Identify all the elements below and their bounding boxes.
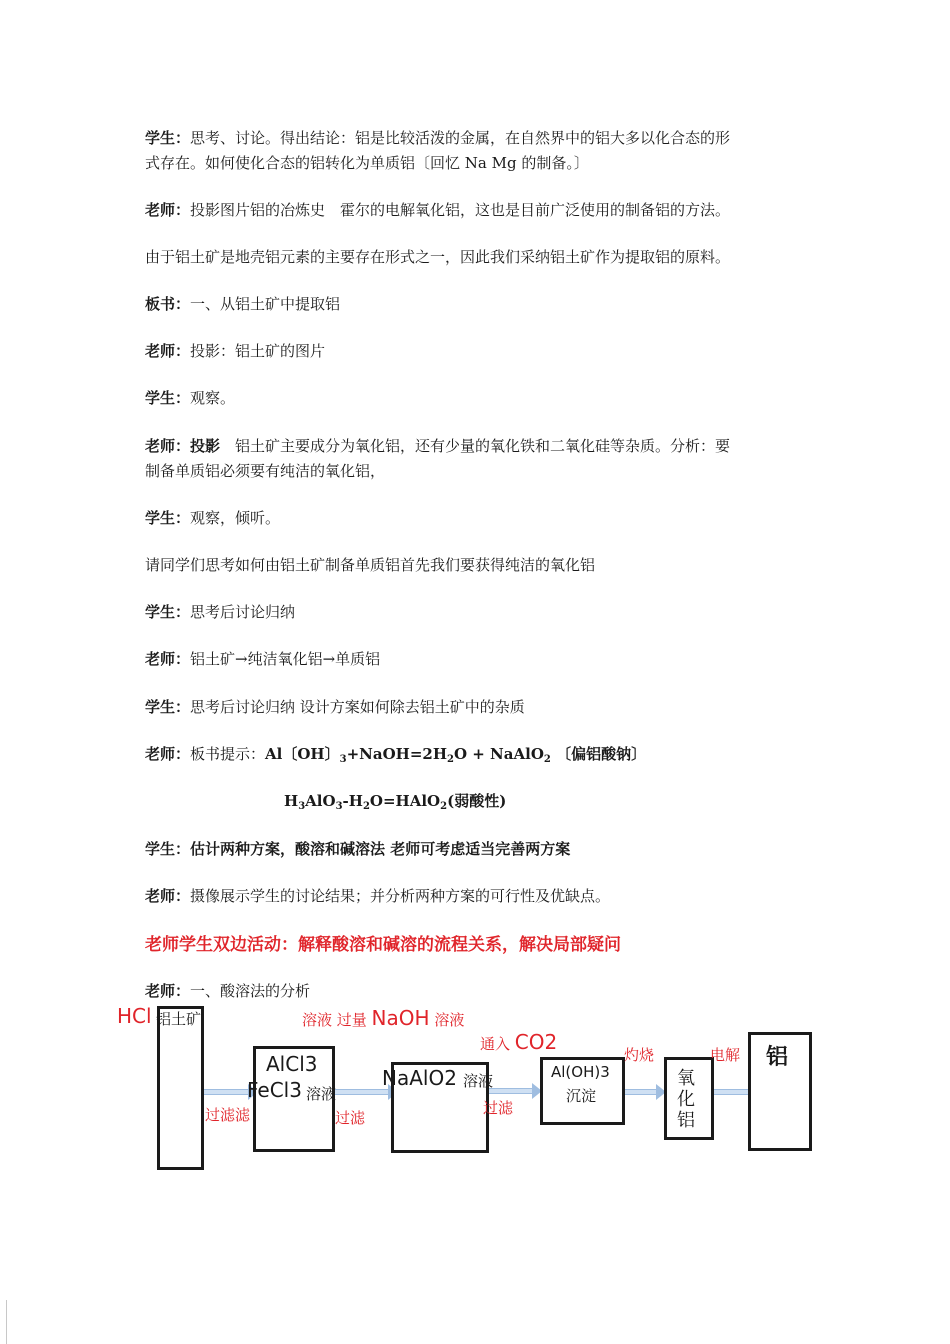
box-alumina-line2: 化 bbox=[677, 1089, 695, 1110]
para-text: 思考、讨论。得出结论：铝是比较活泼的金属，在自然界中的铝大多以化合态的形 bbox=[190, 129, 731, 147]
filter-label-3: 过滤 bbox=[483, 1099, 514, 1117]
para-6 bbox=[145, 386, 235, 410]
para-text: 铝土矿→纯洁氧化铝→单质铝 bbox=[190, 650, 381, 668]
para-text: 请同学们思考如何由铝土矿制备单质铝首先我们要获得纯洁的氧化铝 bbox=[145, 556, 596, 574]
para-text: 一、酸溶法的分析 bbox=[190, 982, 311, 1000]
box-naalo2-main: NaAlO2 bbox=[382, 1066, 457, 1090]
speaker-label: 老师： bbox=[145, 201, 191, 219]
para-text: 式存在。如何使化合态的铝转化为单质铝〔回忆 Na Mg 的制备。〕 bbox=[145, 154, 589, 172]
para-7-cont bbox=[145, 459, 385, 483]
filter-label-1: 过滤滤 bbox=[205, 1106, 251, 1124]
page-corner-marker bbox=[0, 1300, 7, 1344]
arrow-4 bbox=[622, 1089, 656, 1095]
para-7 bbox=[145, 434, 730, 458]
speaker-label: 老师： bbox=[145, 650, 191, 668]
para-text: 思考后讨论归纳 bbox=[190, 603, 296, 621]
para-bold: 投影 bbox=[190, 437, 221, 455]
box-naalo2-suffix: 溶液 bbox=[463, 1072, 494, 1090]
para-text: 一、从铝土矿中提取铝 bbox=[190, 295, 341, 313]
para-text: 板书提示： bbox=[190, 745, 266, 763]
para-text: 思考后讨论归纳 设计方案如何除去铝土矿中的杂质 bbox=[190, 698, 525, 716]
para-text: 估计两种方案，酸溶和碱溶法 老师可考虑适当完善两方案 bbox=[190, 840, 571, 858]
speaker-label: 老师： bbox=[145, 342, 191, 360]
top-label-co2: 通入 CO2 bbox=[480, 1030, 558, 1054]
section-title-red: 老师学生双边活动：解释酸溶和碱溶的流程关系，解决局部疑问 bbox=[145, 935, 621, 955]
top-label-calcine: 灼烧 bbox=[624, 1046, 655, 1064]
speaker-label: 老师： bbox=[145, 887, 191, 905]
speaker-label: 学生： bbox=[145, 603, 191, 621]
box-alcl3-line2: FeCl3 bbox=[247, 1078, 302, 1102]
para-8 bbox=[145, 506, 280, 530]
para-text: 制备单质铝必须要有纯洁的氧化铝， bbox=[145, 462, 386, 480]
para-text: 投影图片铝的冶炼史 霍尔的电解氧化铝，这也是目前广泛使用的制备铝的方法。 bbox=[190, 201, 731, 219]
speaker-label: 老师： bbox=[145, 745, 191, 763]
para-1-cont bbox=[145, 151, 589, 175]
box-aluminum-label: 铝 bbox=[766, 1045, 789, 1070]
box-alcl3-suffix: 溶液 bbox=[306, 1085, 337, 1103]
para-15 bbox=[145, 837, 570, 861]
speaker-label: 学生： bbox=[145, 129, 191, 147]
box-alcl3-line1: AlCl3 bbox=[266, 1052, 318, 1076]
box-bauxite bbox=[157, 1006, 204, 1170]
para-text: 观察。 bbox=[190, 389, 236, 407]
box-alumina-line3: 铝 bbox=[677, 1110, 695, 1131]
para-text: 观察，倾听。 bbox=[190, 509, 281, 527]
speaker-label: 老师： bbox=[145, 982, 191, 1000]
para-12 bbox=[145, 695, 525, 719]
top-label-electrolysis: 电解 bbox=[710, 1046, 741, 1064]
para-5 bbox=[145, 339, 325, 363]
filter-label-2: 过滤 bbox=[335, 1109, 366, 1127]
speaker-label: 学生： bbox=[145, 509, 191, 527]
box-bauxite-label: 铝土矿 bbox=[156, 1010, 202, 1028]
para-text: 由于铝土矿是地壳铝元素的主要存在形式之一，因此我们采纳铝土矿作为提取铝的原料。 bbox=[145, 248, 731, 266]
para-1 bbox=[145, 126, 730, 150]
box-aloh3-line1: Al(OH)3 bbox=[551, 1063, 610, 1081]
para-16 bbox=[145, 884, 610, 908]
speaker-label: 学生： bbox=[145, 698, 191, 716]
para-text: 投影：铝土矿的图片 bbox=[190, 342, 326, 360]
para-2 bbox=[145, 198, 730, 222]
speaker-label: 老师： bbox=[145, 437, 191, 455]
para-text: 摄像展示学生的讨论结果；并分析两种方案的可行性及优缺点。 bbox=[190, 887, 611, 905]
equation-1: Al〔OH〕$_3+NaOH=2H_2O$ + NaAlO$_2$ 〔偏铝酸钠〕 bbox=[265, 745, 647, 765]
speaker-label: 学生： bbox=[145, 389, 191, 407]
box-aloh3-line2: 沉淀 bbox=[566, 1087, 597, 1105]
para-10 bbox=[145, 600, 295, 624]
para-11 bbox=[145, 647, 380, 671]
para-9 bbox=[145, 553, 595, 577]
speaker-label: 板书： bbox=[145, 295, 191, 313]
hcl-label: HCl bbox=[117, 1004, 152, 1028]
para-text: 铝土矿主要成分为氧化铝，还有少量的氧化铁和二氧化硅等杂质。分析：要 bbox=[220, 437, 731, 455]
para-18 bbox=[145, 979, 310, 1003]
para-3 bbox=[145, 245, 730, 269]
equation-2: $H_3AlO_3-H_2O=HAlO_2$(弱酸性) bbox=[284, 792, 507, 812]
box-alumina-line1: 氧 bbox=[677, 1068, 695, 1089]
arrow-2 bbox=[332, 1089, 388, 1095]
speaker-label: 学生： bbox=[145, 840, 191, 858]
top-label-naoh: 溶液 过量 NaOH 溶液 bbox=[302, 1006, 465, 1030]
para-4 bbox=[145, 292, 340, 316]
para-13 bbox=[145, 742, 646, 766]
